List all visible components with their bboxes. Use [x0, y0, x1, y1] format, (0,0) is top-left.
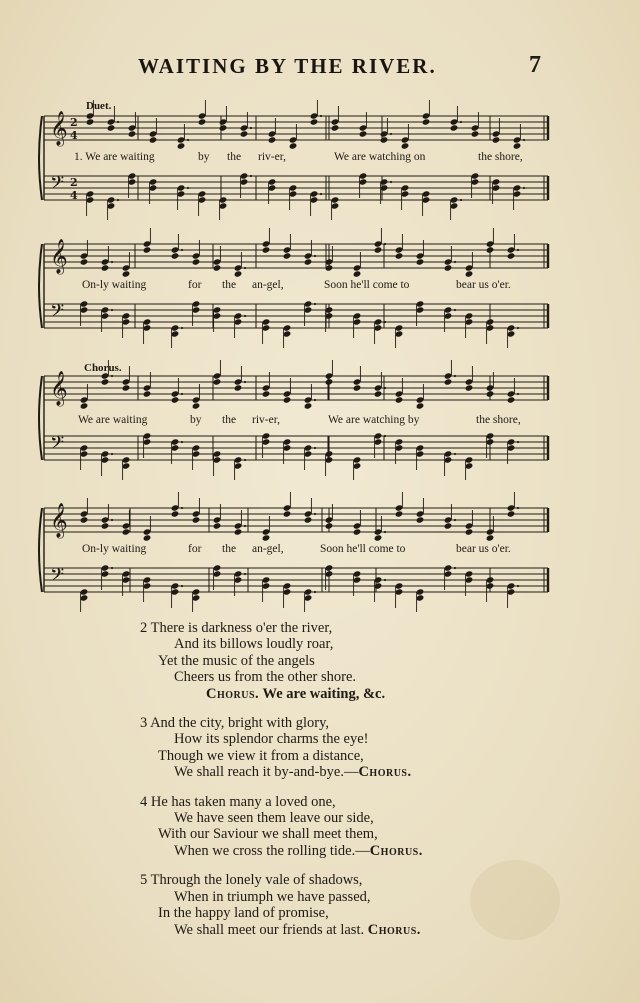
augmentation-dot: [187, 139, 189, 141]
notehead: [262, 246, 271, 253]
notehead: [416, 258, 425, 265]
page-number: 7: [529, 52, 541, 78]
notehead: [122, 270, 131, 277]
notehead: [471, 130, 480, 137]
augmentation-dot: [181, 327, 183, 329]
augmentation-dot: [454, 567, 456, 569]
notehead: [101, 378, 110, 385]
time-signature: 4: [70, 129, 78, 142]
notehead: [234, 528, 243, 535]
notehead: [422, 118, 431, 125]
augmentation-dot: [384, 321, 386, 323]
lyric-4-5: Soon he'll come to: [320, 543, 406, 555]
verse-line: How its splendor charms the eye!: [174, 731, 369, 748]
notehead: [213, 378, 222, 385]
verse-line: With our Saviour we shall meet them,: [158, 826, 378, 843]
notehead: [234, 270, 243, 277]
augmentation-dot: [517, 507, 519, 509]
verses-section: [140, 620, 500, 951]
chorus-marking: Chorus.: [84, 362, 122, 374]
notehead: [331, 124, 340, 131]
lyric-3-6: the shore,: [476, 414, 521, 426]
augmentation-dot: [460, 199, 462, 201]
notehead: [450, 124, 459, 131]
notehead: [122, 528, 131, 535]
augmentation-dot: [244, 381, 246, 383]
chorus-label: Chorus.: [206, 685, 260, 702]
verse-line: 3 And the city, bright with glory,: [140, 715, 330, 732]
augmentation-dot: [187, 187, 189, 189]
augmentation-dot: [314, 591, 316, 593]
augmentation-dot: [384, 531, 386, 533]
augmentation-dot: [523, 187, 525, 189]
augmentation-dot: [454, 519, 456, 521]
lyric-4-1: On-ly waiting: [82, 543, 147, 555]
augmentation-dot: [517, 327, 519, 329]
lyric-1-5: We are watching on: [334, 151, 426, 163]
bass-staff: [44, 300, 548, 348]
augmentation-dot: [320, 193, 322, 195]
augmentation-dot: [384, 435, 386, 437]
verse-line: In the happy land of promise,: [158, 905, 329, 922]
notehead: [143, 246, 152, 253]
notehead: [213, 522, 222, 529]
notehead: [353, 528, 362, 535]
augmentation-dot: [517, 441, 519, 443]
treble-clef-icon: 𝄞: [50, 239, 68, 274]
notehead: [171, 252, 180, 259]
lyric-2-4: an-gel,: [252, 279, 284, 291]
augmentation-dot: [454, 453, 456, 455]
augmentation-dot: [523, 139, 525, 141]
notehead: [374, 534, 383, 541]
notehead: [304, 258, 313, 265]
verse-line: Yet the music of the angels: [158, 652, 315, 669]
augmentation-dot: [181, 585, 183, 587]
notehead: [177, 142, 186, 149]
notehead: [444, 522, 453, 529]
verse-line: 2 There is darkness o'er the river,: [140, 620, 333, 636]
bass-staff: [44, 564, 548, 612]
lyric-4-6: bear us o'er.: [456, 543, 511, 555]
verse-line-text: We shall meet our friends at last.: [174, 921, 368, 938]
notehead: [374, 246, 383, 253]
augmentation-dot: [111, 519, 113, 521]
chorus-label: Chorus.: [367, 921, 421, 938]
augmentation-dot: [111, 261, 113, 263]
verse-line-with-chorus: [140, 843, 500, 859]
time-signature: 2: [70, 116, 78, 129]
duet-marking: Duet.: [86, 100, 112, 112]
notehead: [359, 130, 368, 137]
notehead: [465, 270, 474, 277]
augmentation-dot: [111, 567, 113, 569]
augmentation-dot: [244, 315, 246, 317]
verse-4: [140, 794, 500, 860]
lyric-3-1: We are waiting: [78, 414, 148, 426]
verse-line-with-chorus: [140, 764, 500, 780]
bass-clef-icon: 𝄢: [50, 565, 65, 590]
verse-line-text: We shall reach it by-and-bye.—: [174, 764, 359, 781]
notehead: [513, 142, 522, 149]
verse-line: When in triumph we have passed,: [174, 888, 371, 905]
augmentation-dot: [181, 507, 183, 509]
augmentation-dot: [517, 393, 519, 395]
augmentation-dot: [244, 459, 246, 461]
augmentation-dot: [384, 579, 386, 581]
notehead: [283, 252, 292, 259]
lyric-2-1: On-ly waiting: [82, 279, 147, 291]
augmentation-dot: [314, 255, 316, 257]
augmentation-dot: [244, 525, 246, 527]
lyric-1-3: the: [227, 151, 242, 163]
augmentation-dot: [314, 399, 316, 401]
augmentation-dot: [244, 573, 246, 575]
notehead: [289, 142, 298, 149]
lyric-3-2: by: [190, 414, 202, 426]
augmentation-dot: [384, 387, 386, 389]
augmentation-dot: [111, 375, 113, 377]
lyric-2-5: Soon he'll come to: [324, 279, 410, 291]
notehead: [304, 402, 313, 409]
notehead: [192, 258, 201, 265]
brace-icon: [39, 376, 42, 460]
notehead: [380, 136, 389, 143]
notehead: [219, 124, 228, 131]
notehead: [86, 118, 95, 125]
lyric-3-3: the: [222, 414, 237, 426]
augmentation-dot: [314, 513, 316, 515]
notehead: [507, 252, 516, 259]
notehead: [401, 142, 410, 149]
lyric-4-3: the: [222, 543, 237, 555]
treble-staff: [44, 492, 548, 542]
music-system-2: [38, 228, 554, 348]
augmentation-dot: [181, 441, 183, 443]
notehead: [101, 522, 110, 529]
notehead: [486, 534, 495, 541]
notehead: [262, 390, 271, 397]
verse-line: 4 He has taken many a loved one,: [140, 793, 336, 810]
notehead: [507, 510, 516, 517]
notehead: [107, 124, 116, 131]
notehead: [310, 118, 319, 125]
augmentation-dot: [181, 393, 183, 395]
notehead: [171, 510, 180, 517]
lyric-2-3: the: [222, 279, 237, 291]
augmentation-dot: [390, 133, 392, 135]
notehead: [171, 396, 180, 403]
brace-icon: [39, 116, 42, 200]
notehead: [198, 118, 207, 125]
notehead: [325, 378, 334, 385]
notehead: [80, 402, 89, 409]
lyric-4-4: an-gel,: [252, 543, 284, 555]
notehead: [213, 264, 222, 271]
augmentation-dot: [454, 375, 456, 377]
notehead: [486, 390, 495, 397]
music-system-3: [38, 360, 554, 480]
notehead: [268, 136, 277, 143]
treble-staff: [44, 100, 548, 150]
augmentation-dot: [454, 309, 456, 311]
augmentation-dot: [460, 121, 462, 123]
verse-line: Cheers us from the other shore.: [174, 669, 357, 686]
notehead: [395, 252, 404, 259]
augmentation-dot: [111, 453, 113, 455]
notehead: [192, 516, 201, 523]
notehead: [283, 396, 292, 403]
notehead: [465, 528, 474, 535]
augmentation-dot: [384, 243, 386, 245]
notehead: [122, 384, 131, 391]
notehead: [149, 136, 158, 143]
augmentation-dot: [454, 261, 456, 263]
bass-staff: [44, 172, 548, 220]
notehead: [416, 516, 425, 523]
augmentation-dot: [250, 127, 252, 129]
verse-line: We have seen them leave our side,: [174, 810, 374, 827]
brace-icon: [39, 244, 42, 328]
notehead: [444, 378, 453, 385]
verse-line-with-chorus: [140, 922, 500, 938]
bass-clef-icon: 𝄢: [50, 173, 65, 198]
augmentation-dot: [250, 175, 252, 177]
lyric-3-4: riv-er,: [252, 414, 280, 426]
bass-staff: [44, 432, 548, 480]
notehead: [492, 136, 501, 143]
brace-icon: [39, 508, 42, 592]
notehead: [234, 384, 243, 391]
notehead: [304, 516, 313, 523]
verse-line: 5 Through the lonely vale of shadows,: [140, 872, 363, 889]
treble-clef-icon: 𝄞: [50, 111, 68, 146]
notehead: [353, 270, 362, 277]
chorus-label: Chorus.: [369, 842, 423, 859]
notehead: [444, 264, 453, 271]
notehead: [416, 402, 425, 409]
notehead: [192, 402, 201, 409]
treble-staff: [44, 228, 548, 278]
augmentation-dot: [244, 267, 246, 269]
augmentation-dot: [517, 585, 519, 587]
notehead: [283, 510, 292, 517]
verse-line: And its billows loudly roar,: [174, 636, 334, 653]
augmentation-dot: [390, 181, 392, 183]
time-signature: 2: [70, 176, 78, 189]
notehead: [128, 130, 137, 137]
notehead: [395, 510, 404, 517]
treble-clef-icon: 𝄞: [50, 503, 68, 538]
notehead: [395, 396, 404, 403]
lyric-1-6: the shore,: [478, 151, 523, 163]
notehead: [353, 384, 362, 391]
verse-2: [140, 620, 500, 702]
augmentation-dot: [314, 303, 316, 305]
song-title: WAITING BY THE RIVER.: [138, 54, 437, 78]
notehead: [465, 384, 474, 391]
notehead: [240, 130, 249, 137]
lyric-1-2: by: [198, 151, 210, 163]
notehead: [101, 264, 110, 271]
chorus-label: Chorus.: [358, 764, 412, 781]
notehead: [325, 522, 334, 529]
lyric-1-1: 1. We are waiting: [74, 151, 155, 163]
notehead: [80, 258, 89, 265]
augmentation-dot: [117, 121, 119, 123]
verse-chorus-ref: [140, 686, 500, 702]
lyric-1-4: riv-er,: [258, 151, 286, 163]
augmentation-dot: [111, 309, 113, 311]
notehead: [143, 390, 152, 397]
music-system-4: [38, 492, 554, 612]
notehead: [486, 246, 495, 253]
chorus-ref-text: We are waiting, &c.: [259, 685, 386, 702]
notehead: [262, 534, 271, 541]
augmentation-dot: [314, 447, 316, 449]
augmentation-dot: [320, 115, 322, 117]
time-signature: 4: [70, 189, 78, 202]
verse-3: [140, 715, 500, 781]
augmentation-dot: [181, 249, 183, 251]
treble-clef-icon: 𝄞: [50, 371, 68, 406]
notehead: [80, 516, 89, 523]
lyric-2-2: for: [188, 279, 202, 291]
lyric-2-6: bear us o'er.: [456, 279, 511, 291]
lyric-4-2: for: [188, 543, 202, 555]
verse-5: [140, 872, 500, 938]
treble-staff: [44, 360, 548, 410]
augmentation-dot: [117, 199, 119, 201]
notehead: [507, 396, 516, 403]
music-system-1: [38, 100, 554, 220]
notehead: [143, 534, 152, 541]
bass-clef-icon: 𝄢: [50, 433, 65, 458]
augmentation-dot: [517, 249, 519, 251]
lyric-3-5: We are watching by: [328, 414, 420, 426]
notehead: [374, 390, 383, 397]
bass-clef-icon: 𝄢: [50, 301, 65, 326]
verse-line-text: When we cross the rolling tide.—: [174, 842, 370, 859]
verse-line: Though we view it from a distance,: [158, 747, 364, 764]
